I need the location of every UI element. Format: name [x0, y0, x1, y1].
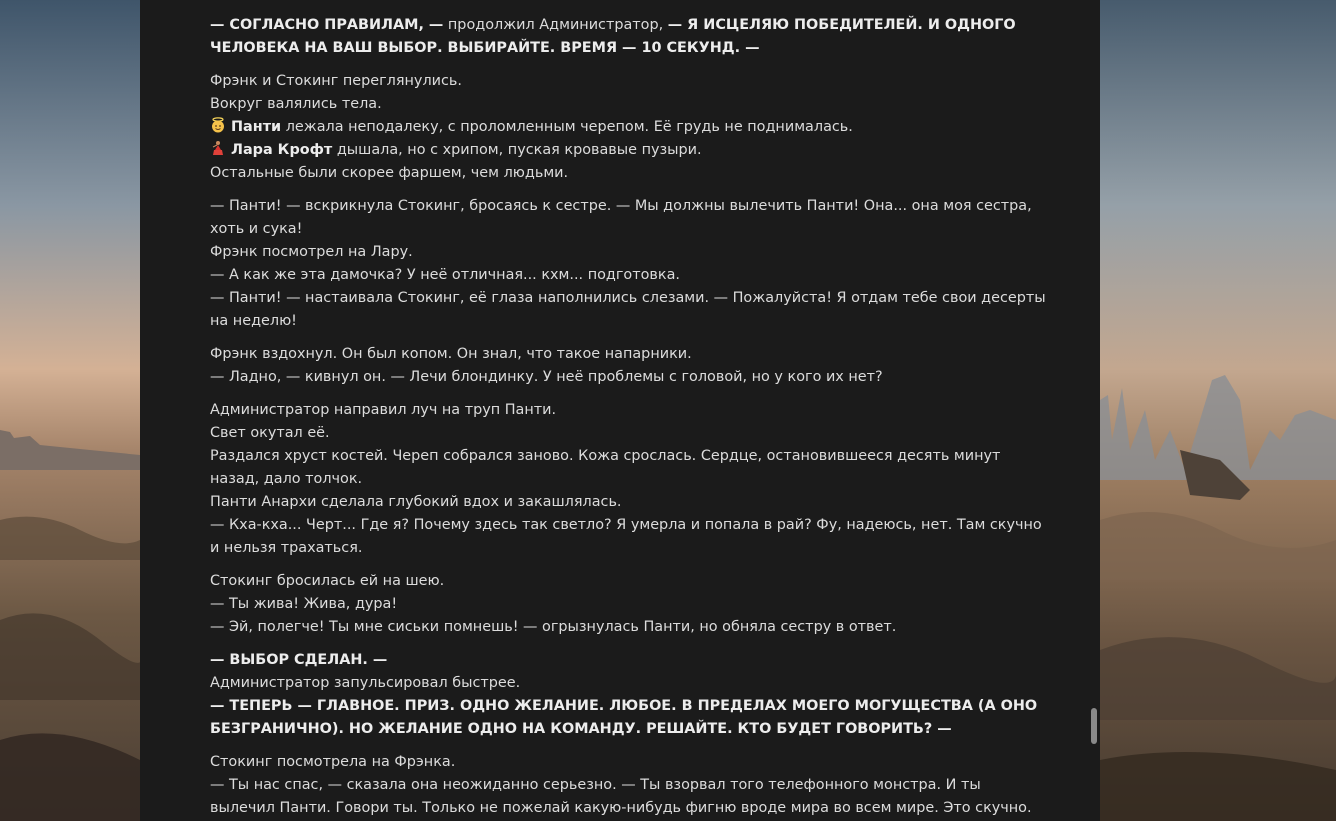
text-line: — А как же эта дамочка? У неё отличная... кхм... подготовка.	[210, 267, 680, 283]
text-line: — Панти! — вскрикнула Стокинг, бросаясь к сестре. — Мы должны вылечить Панти! Она... она моя сестра, хоть и сука!	[210, 198, 1032, 237]
scrollbar-thumb[interactable]	[1091, 708, 1097, 744]
narration-text: лежала неподалеку, с проломленным черепом. Её грудь не поднималась.	[281, 119, 853, 135]
paragraph-wish	[210, 751, 1050, 820]
text-line: — Панти! — настаивала Стокинг, её глаза наполнились слезами. — Пожалуйста! Я отдам тебе свои десерты на неделю!	[210, 290, 1046, 329]
text-line: Фрэнк вздохнул. Он был копом. Он знал, что такое напарники.	[210, 346, 692, 362]
angel-face-icon	[210, 117, 226, 133]
text-line: Панти Анархи сделала глубокий вдох и закашлялась.	[210, 494, 622, 510]
background-left-desert	[0, 0, 140, 821]
text-line	[210, 116, 1050, 139]
character-name: Панти	[231, 119, 282, 135]
paragraph-dialogue	[210, 195, 1050, 333]
text-line: — Ладно, — кивнул он. — Лечи блондинку. У неё проблемы с головой, но у кого их нет?	[210, 369, 883, 385]
desert-landscape-left	[0, 0, 140, 821]
paragraph-healing	[210, 399, 1050, 560]
text-line: Фрэнк и Стокинг переглянулись.	[210, 73, 462, 89]
character-name: Лара Крофт	[231, 142, 333, 158]
narration-text: продолжил Администратор,	[443, 17, 668, 33]
dancer-icon	[210, 140, 226, 156]
text-line: Стокинг посмотрела на Фрэнка.	[210, 754, 456, 770]
text-line: — Ты жива! Жива, дура!	[210, 596, 398, 612]
text-line: Фрэнк посмотрел на Лару.	[210, 244, 413, 260]
admin-speech-caps: — Я ИСЦЕЛЯЮ ПОБЕДИТЕЛЕЙ. И ОДНОГО ЧЕЛОВЕКА НА ВАШ ВЫБОР. ВЫБИРАЙТЕ. ВРЕМЯ — 10 СЕКУНД. —	[210, 17, 1016, 56]
text-line: Свет окутал её.	[210, 425, 330, 441]
paragraph-decision	[210, 343, 1050, 389]
paragraph-prize	[210, 649, 1050, 741]
paragraph-bodies	[210, 70, 1050, 185]
text-line: — Эй, полегче! Ты мне сиськи помнешь! — огрызнулась Панти, но обняла сестру в ответ.	[210, 619, 897, 635]
text-line: — Кха-кха... Черт... Где я? Почему здесь так светло? Я умерла и попала в рай? Фу, надеюсь, нет. Там скучно и нельзя трахаться.	[210, 517, 1042, 556]
text-line: Администратор запульсировал быстрее.	[210, 675, 521, 691]
text-line: Вокруг валялись тела.	[210, 96, 382, 112]
text-line	[210, 139, 1050, 162]
text-line: Стокинг бросилась ей на шею.	[210, 573, 445, 589]
admin-speech-caps: — СОГЛАСНО ПРАВИЛАМ, —	[210, 17, 444, 33]
background-right-desert	[1100, 0, 1336, 821]
reader-panel	[140, 0, 1100, 821]
story-text	[210, 14, 1050, 821]
paragraph-reunion	[210, 570, 1050, 639]
narration-text: дышала, но с хрипом, пуская кровавые пузыри.	[332, 142, 702, 158]
desert-landscape-right	[1100, 0, 1336, 821]
text-line: — Ты нас спас, — сказала она неожиданно серьезно. — Ты взорвал того телефонного монстра. И ты вылечил Панти. Говори ты. Только не пожелай какую-нибудь фигню вроде мира во всем мире. Это скучно.	[210, 777, 1032, 816]
admin-speech-caps: — ВЫБОР СДЕЛАН. —	[210, 652, 388, 668]
text-line: Остальные были скорее фаршем, чем людьми.	[210, 165, 569, 181]
text-line: Администратор направил луч на труп Панти.	[210, 402, 557, 418]
paragraph-rules	[210, 14, 1050, 60]
admin-speech-caps: — ТЕПЕРЬ — ГЛАВНОЕ. ПРИЗ. ОДНО ЖЕЛАНИЕ. ЛЮБОЕ. В ПРЕДЕЛАХ МОЕГО МОГУЩЕСТВА (А ОНО БЕЗГРАНИЧНО). НО ЖЕЛАНИЕ ОДНО НА КОМАНДУ. РЕШАЙТЕ. КТО БУДЕТ ГОВОРИТЬ? —	[210, 698, 1038, 737]
text-line: Раздался хруст костей. Череп собрался заново. Кожа срослась. Сердце, остановившееся десять минут назад, дало толчок.	[210, 448, 1001, 487]
